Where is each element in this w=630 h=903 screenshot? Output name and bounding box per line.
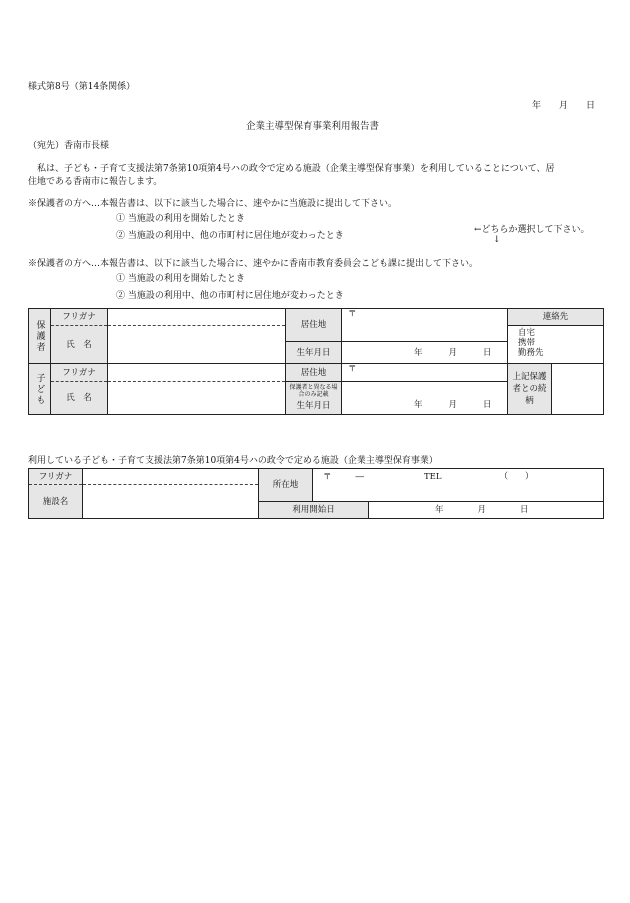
guardian-birth-field[interactable]: 年 月 日 bbox=[342, 342, 508, 364]
down-arrow-icon: ↓ bbox=[493, 235, 501, 245]
note-1-head: ※保護者の方へ…本報告書は、以下に該当した場合に、速やかに当施設に提出して下さい。 bbox=[28, 199, 398, 209]
guardian-name-field[interactable] bbox=[108, 326, 286, 364]
relation-field[interactable] bbox=[552, 364, 604, 415]
guardian-address-field[interactable]: 〒 bbox=[342, 309, 508, 342]
facility-furigana-label: フリガナ bbox=[29, 469, 83, 485]
applicant-table bbox=[28, 308, 604, 415]
note-2-item-1: ① 当施設の利用を開始したとき bbox=[116, 274, 245, 284]
guardian-address-label: 居住地 bbox=[286, 309, 342, 342]
contact-home-label: 自宅 bbox=[518, 328, 536, 338]
report-date: 年 月 日 bbox=[532, 101, 596, 111]
contact-field[interactable] bbox=[508, 326, 604, 364]
contact-mobile-label: 携帯 bbox=[518, 338, 536, 348]
location-label: 所在地 bbox=[259, 469, 313, 502]
guardian-furigana-label: フリガナ bbox=[51, 309, 108, 326]
child-furigana-label: フリガナ bbox=[51, 364, 108, 382]
child-address-label: 居住地 bbox=[286, 364, 342, 382]
facility-table bbox=[28, 468, 604, 519]
child-address-field[interactable]: 〒 bbox=[342, 364, 508, 382]
child-name-field[interactable] bbox=[108, 382, 286, 415]
child-name-label: 氏 名 bbox=[51, 382, 108, 415]
contact-work-label: 勤務先 bbox=[518, 348, 544, 358]
note-1-item-1: ① 当施設の利用を開始したとき bbox=[116, 214, 245, 224]
child-birth-label: 保護者と異なる場合のみ記載 生年月日 bbox=[286, 382, 342, 415]
choose-instruction: ←どちらか選択して下さい。 bbox=[474, 225, 590, 235]
start-date-field[interactable]: 年 月 日 bbox=[369, 502, 604, 519]
addressee: （宛先）香南市長様 bbox=[28, 141, 110, 151]
child-label: 子ども bbox=[29, 364, 51, 415]
child-address-note: 保護者と異なる場合のみ記載 bbox=[289, 384, 338, 398]
body-text-line-2: 住地である香南市に報告します。 bbox=[28, 177, 163, 187]
facility-caption: 利用している子ども・子育て支援法第7条第10項第4号ハの政令で定める施設（企業主導型保育事業） bbox=[28, 456, 438, 466]
tel-label: TEL bbox=[424, 472, 442, 482]
note-2-head: ※保護者の方へ…本報告書は、以下に該当した場合に、速やかに香南市教育委員会こども課に提出して下さい。 bbox=[28, 259, 479, 269]
location-field[interactable]: 〒 ― TEL （ ） bbox=[313, 469, 604, 502]
note-2-item-2: ② 当施設の利用中、他の市町村に居住地が変わったとき bbox=[116, 291, 344, 301]
facility-name-field[interactable] bbox=[83, 485, 259, 519]
note-1-item-2: ② 当施設の利用中、他の市町村に居住地が変わったとき bbox=[116, 231, 344, 241]
body-text-line-1: 私は、子ども・子育て支援法第7条第10項第4号ハの政令で定める施設（企業主導型保育事業）を利用していることについて、居 bbox=[28, 164, 555, 174]
contact-label: 連絡先 bbox=[508, 309, 604, 326]
guardian-name-label: 氏 名 bbox=[51, 326, 108, 364]
facility-name-label: 施設名 bbox=[29, 485, 83, 519]
guardian-furigana-field[interactable] bbox=[108, 309, 286, 326]
child-furigana-field[interactable] bbox=[108, 364, 286, 382]
facility-furigana-field[interactable] bbox=[83, 469, 259, 485]
child-birth-field[interactable]: 年 月 日 bbox=[342, 382, 508, 415]
guardian-label: 保護者 bbox=[29, 309, 51, 364]
guardian-birth-label: 生年月日 bbox=[286, 342, 342, 364]
form-number: 様式第8号（第14条関係） bbox=[28, 82, 136, 92]
start-date-label: 利用開始日 bbox=[259, 502, 369, 519]
page-title: 企業主導型保育事業利用報告書 bbox=[246, 121, 380, 132]
relation-label: 上記保護者との続柄 bbox=[508, 364, 552, 415]
